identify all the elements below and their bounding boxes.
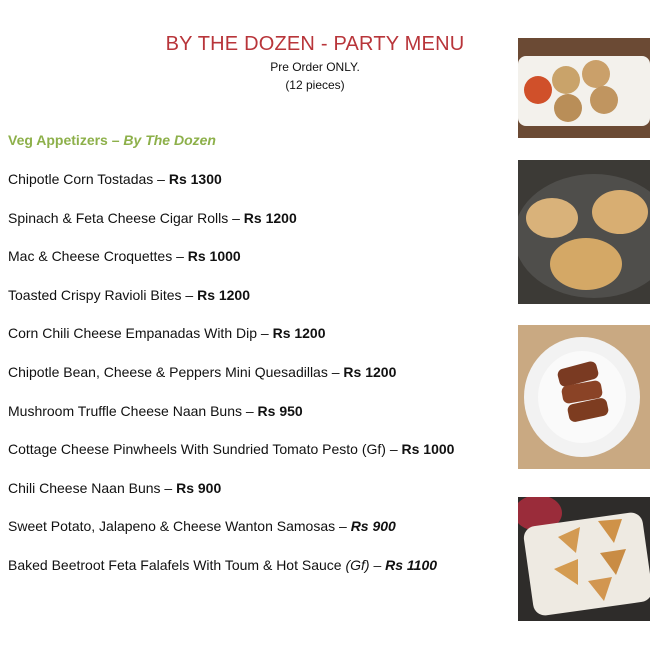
photo-croquettes — [518, 38, 650, 138]
item-name: Chili Cheese Naan Buns – — [8, 479, 173, 496]
item-price: Rs 1200 — [243, 209, 297, 226]
item-price: Rs 1200 — [343, 364, 397, 380]
quantity-note: (12 pieces) — [285, 78, 345, 92]
item-name: Spinach & Feta Cheese Cigar Rolls – — [8, 209, 240, 226]
item-name: Chipotle Corn Tostadas – — [8, 171, 165, 187]
menu-item — [8, 210, 297, 226]
item-price: Rs 900 — [350, 518, 396, 535]
item-name: Corn Chili Cheese Empanadas With Dip – — [8, 325, 269, 342]
item-price: Rs 950 — [257, 402, 303, 419]
menu-item — [8, 171, 222, 187]
menu-item — [8, 518, 396, 534]
photo-quesadillas — [518, 325, 650, 469]
menu-item — [8, 325, 326, 341]
pre-order-note: Pre Order ONLY. — [270, 60, 360, 74]
menu-item — [8, 287, 250, 303]
item-name: Chipotle Bean, Cheese & Peppers Mini Quesadillas – — [8, 364, 340, 380]
item-price: Rs 1200 — [197, 286, 251, 303]
photo-wanton-samosas — [518, 497, 650, 621]
item-price: Rs 1000 — [187, 248, 241, 265]
item-name: Baked Beetroot Feta Falafels With Toum & Hot Sauce — [8, 557, 342, 573]
menu-item — [8, 557, 437, 573]
item-name: Sweet Potato, Jalapeno & Cheese Wanton Samosas – — [8, 518, 347, 535]
section-label-italic: By The Dozen — [123, 132, 216, 148]
item-price: Rs 1000 — [401, 441, 455, 458]
section-heading — [8, 132, 216, 148]
page-title: BY THE DOZEN - PARTY MENU — [165, 33, 465, 55]
item-price: Rs 1300 — [168, 171, 222, 187]
item-name: Mushroom Truffle Cheese Naan Buns – — [8, 402, 254, 419]
menu-item — [8, 403, 303, 419]
menu-item — [8, 480, 221, 496]
item-note: (Gf) – — [345, 557, 382, 573]
photo-naan-buns — [518, 160, 650, 304]
item-name: Mac & Cheese Croquettes – — [8, 248, 184, 265]
section-label: Veg Appetizers – — [8, 132, 120, 148]
item-price: Rs 900 — [176, 479, 222, 496]
menu-item — [8, 441, 454, 457]
item-price: Rs 1200 — [272, 325, 326, 342]
item-name: Cottage Cheese Pinwheels With Sundried Tomato Pesto (Gf) – — [8, 441, 398, 458]
item-name: Toasted Crispy Ravioli Bites – — [8, 286, 194, 303]
menu-item — [8, 248, 241, 264]
menu-item — [8, 364, 396, 380]
item-price: Rs 1100 — [385, 557, 438, 573]
